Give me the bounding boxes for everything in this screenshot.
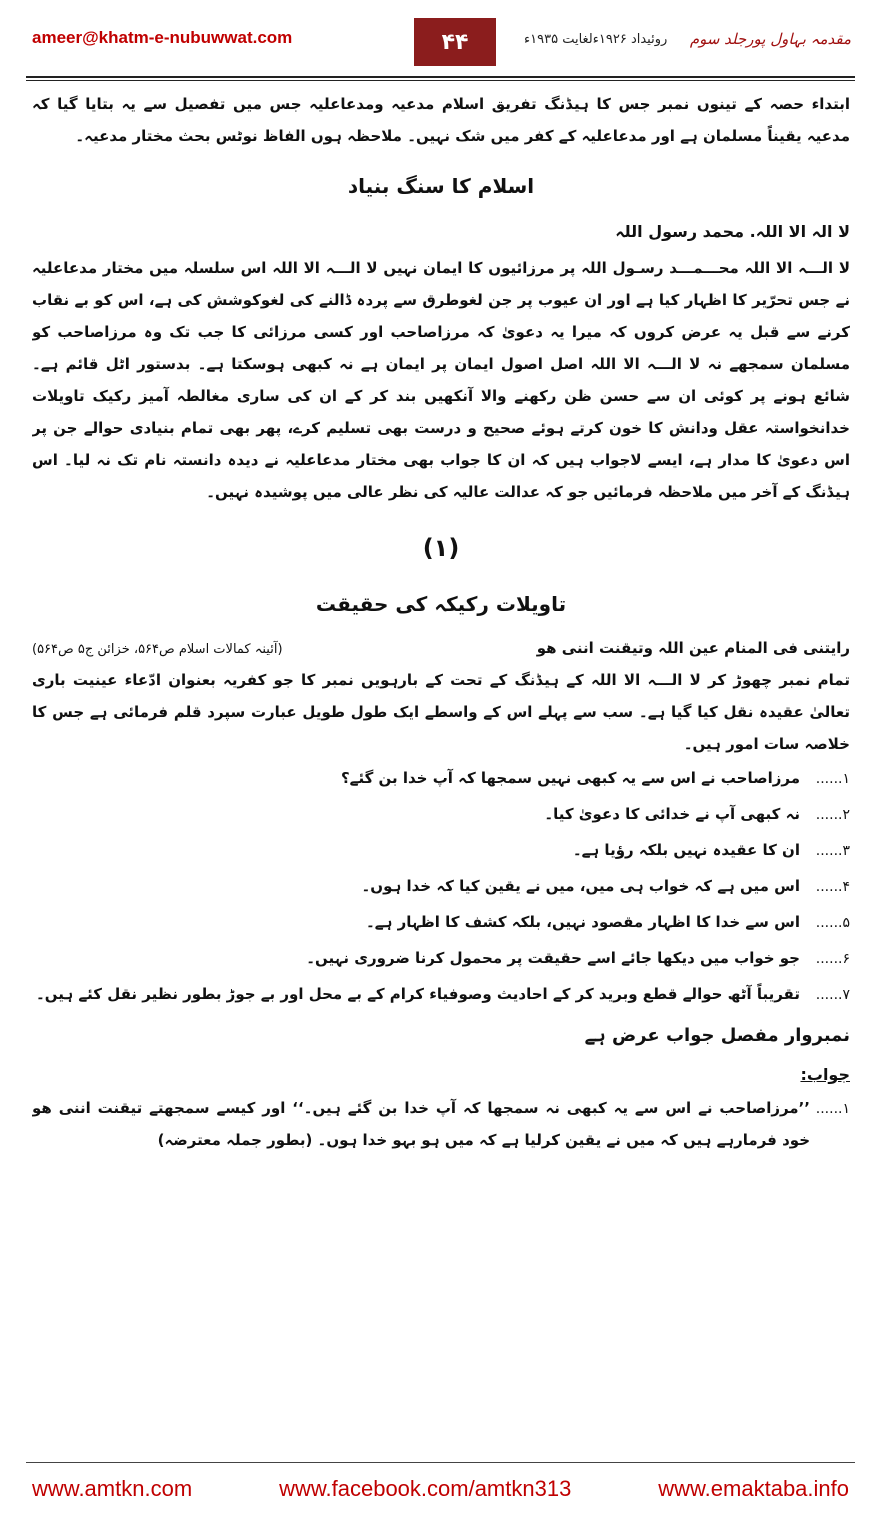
- list-item-text: تقریباً آٹھ حوالے قطع وبرید کر کے احادیث وصوفیاء کرام کے بے محل اور بے جوڑ بطور نظیر نقل کئے ہیں۔: [35, 985, 800, 1003]
- list-item: [32, 800, 850, 828]
- answer-text: ’’مرزاصاحب نے اس سے یہ کبھی نہ سمجھا کہ آپ خدا بن گئے ہیں۔‘‘ اور کیسے سمجھتے تیقنت اننی ھو خود فرمارہے ہیں کہ میں نے یقین کرلیا ہے کہ میں ہو بہو خدا ہوں۔ (بطور جملہ معترضہ): [32, 1099, 810, 1149]
- list-item-text: ان کا عقیدہ نہیں بلکہ رؤیا ہے۔: [572, 841, 800, 859]
- list-item-number: ۵......: [815, 915, 850, 931]
- list-item-text: اس میں ہے کہ خواب ہی میں، میں نے یقین کیا کہ خدا ہوں۔: [361, 877, 800, 895]
- page-content: [32, 88, 850, 1463]
- page-footer: [26, 1468, 855, 1510]
- paragraph-summary: تمام نمبر چھوڑ کر لا الـــہ الا اللہ کے ہیڈنگ کے تحت کے بارہویں نمبر کا جو کفریہ بعنوان ادّعاء عینیت باری تعالیٰ عقیدہ نقل کیا گیا ہے۔ سب سے پہلے اس کے واسطے ایک طول طویل عبارت سپرد قلم فرمائی ہے جس کا خلاصہ سات امور ہیں۔: [32, 671, 850, 753]
- section-number: (۱): [422, 534, 460, 562]
- subheading-answer: نمبروار مفصل جواب عرض ہے: [584, 1025, 850, 1046]
- answer-label: جواب:: [800, 1065, 850, 1084]
- list-item-text: نہ کبھی آپ نے خدائی کا دعویٰ کیا۔: [544, 805, 800, 823]
- page-number: ۴۴: [441, 29, 469, 55]
- list-item: [32, 908, 850, 936]
- book-title: مقدمہ بہاول پورجلد سوم: [689, 30, 851, 48]
- list-item-text: مرزاصاحب نے اس سے یہ کبھی نہیں سمجھا کہ آپ خدا بن گئے؟: [340, 769, 800, 787]
- list-item: [32, 872, 850, 900]
- footer-link-facebook[interactable]: www.facebook.com/amtkn313: [279, 1476, 572, 1501]
- list-item-number: ۳......: [815, 843, 850, 859]
- quote-row: [32, 634, 850, 664]
- page-number-box: [414, 18, 496, 66]
- footer-link-amtkn[interactable]: www.amtkn.com: [32, 1476, 193, 1501]
- footer-divider: [26, 1462, 855, 1463]
- heading-tawilat: تاویلات رکیکہ کی حقیقت: [315, 592, 567, 616]
- arabic-quote: رایتنی فی المنام عین اللہ وتیقنت اننی ھو: [536, 639, 850, 657]
- list-item-number: ۴......: [815, 879, 850, 895]
- list-item: [32, 980, 850, 1008]
- list-item-number: ۶......: [815, 951, 850, 967]
- header-dates: روئیداد ۱۹۲۶ءلغایت ۱۹۳۵ء: [524, 32, 668, 47]
- list-item: [32, 836, 850, 864]
- list-item-text: اس سے خدا کا اظہار مقصود نہیں، بلکہ کشف کا اظہار ہے۔: [366, 913, 800, 931]
- list-item: [32, 764, 850, 792]
- kalima-line: لا الہ الا اللہ. محمد رسول اللہ: [615, 222, 850, 241]
- answer-item: [32, 1092, 850, 1156]
- list-item-number: ۲......: [815, 807, 850, 823]
- header-divider-thin: [26, 80, 855, 81]
- intro-paragraph: ابتداء حصہ کے تینوں نمبر جس کا ہیڈنگ تفریق اسلام مدعیہ ومدعاعلیہ جس میں تفصیل سے یہ بتایا گیا کہ مدعیہ یقیناً مسلمان ہے اور مدعاعلیہ کے کفر میں شک نہیں۔ ملاحظہ ہوں الفاظ نوٹس بحث مختار مدعیہ۔: [32, 95, 850, 145]
- heading-islam-foundation: اسلام کا سنگ بنیاد: [347, 174, 535, 198]
- email-link[interactable]: ameer@khatm-e-nubuwwat.com: [32, 28, 293, 47]
- list-item: [32, 944, 850, 972]
- list-item-number: ۷......: [815, 987, 850, 1003]
- header-divider: [26, 76, 855, 78]
- citation: (آئینہ کمالات اسلام ص۵۶۴، خزائن ج۵ ص۵۶۴): [32, 642, 283, 657]
- list-item-text: جو خواب میں دیکھا جائے اسے حقیقت پر محمول کرنا ضروری نہیں۔: [306, 949, 800, 967]
- answer-number: ۱......: [815, 1101, 850, 1117]
- summary-list: [32, 764, 850, 1008]
- page-header: [26, 18, 855, 70]
- list-item-number: ۱......: [815, 771, 850, 787]
- paragraph-kalima-discussion: لا الـــہ الا اللہ محـــمـــد رسـول اللہ پر مرزائیوں کا ایمان نہیں لا الـــہ الا اللہ اس سلسلہ میں مختار مدعاعلیہ نے جس تحرّیر کا اظہار کیا ہے اور ان عیوب پر جن لغوطرق سے پردہ ڈالنے کی لغوکوشش کی ہے، اس کو بے نقاب کرنے سے قبل یہ عرض کروں کہ میرا یہ دعویٰ کہ مرزاصاحب اور کسی مرزائی کا جب تک وہ مرزاصاحب کو مسلمان سمجھے نہ لا الـــہ الا اللہ اصل اصول ایمان پر ایمان ہے نہ کبھی ہوسکتا ہے۔ بدستور اٹل قائم ہے۔ شائع ہونے پر کوئی ان سے حسن ظن رکھنے والا آنکھیں بند کر کے ان کی ساری مغالطہ آمیز رکیک تاویلات خدانخواستہ عقل ودانش کا خون کرتے ہوئے صحیح و درست بھی تسلیم کرے، پھر بھی تمام بنیادی حوالے جن پر اس دعویٰ کا مدار ہے، ایسے لاجواب ہیں کہ ان کا جواب بھی مختار مدعاعلیہ نے دیدہ دانستہ نام تک نہ لیا۔ اس ہیڈنگ کے آخر میں ملاحظہ فرمائیں جو کہ عدالت عالیہ کی نظر عالی میں پوشیدہ نہیں۔: [32, 259, 850, 501]
- footer-link-emaktaba[interactable]: www.emaktaba.info: [658, 1476, 849, 1501]
